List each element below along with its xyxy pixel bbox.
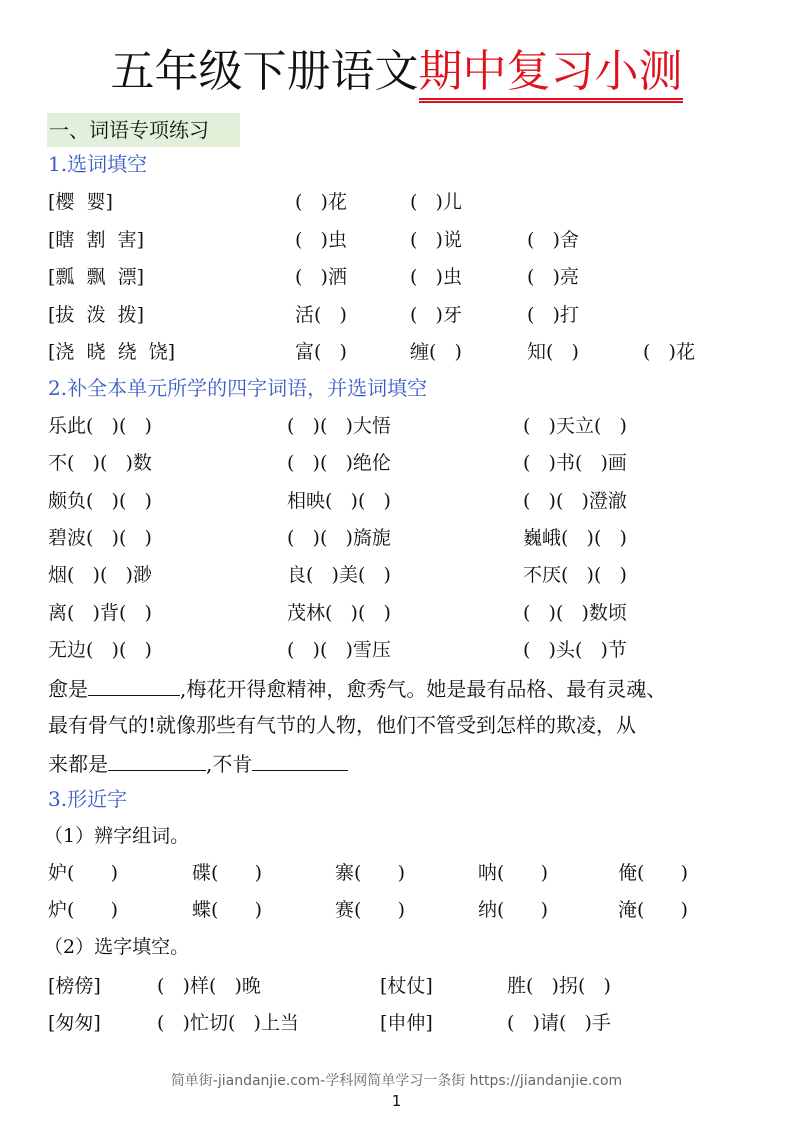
exercise-item[interactable]: ( )( )澄澈 [523,489,627,512]
exercise-item[interactable]: ( )亮 [527,266,579,288]
exercise-item[interactable]: ( )书( )画 [523,452,627,475]
text: 愈是 [48,677,88,701]
exercise-item[interactable]: [瓢 飘 漂] [48,266,144,288]
exercise-item[interactable]: ( )花 [643,341,695,363]
title-red: 期中复习小测 [419,46,683,103]
text: ,梅花开得愈精神，愈秀气。她是最有品格、最有灵魂、 [180,677,667,701]
exercise-item[interactable]: ( )( )数顷 [523,601,627,624]
q3-heading: 3.形近字 [48,787,128,811]
exercise-item[interactable]: [瞎 割 害] [48,228,144,251]
page-number: 1 [391,1092,402,1110]
exercise-item[interactable]: 富( ) [295,341,347,363]
exercise-item[interactable]: ( )( )绝伦 [287,452,391,475]
exercise-item[interactable]: 胜( )拐( ) [507,975,611,997]
exercise-item[interactable]: 不( )( )数 [48,452,152,475]
exercise-item[interactable]: ( )说 [410,228,462,251]
exercise-item[interactable]: ( )忙切( )上当 [157,1012,299,1034]
exercise-item[interactable]: ( )请( )手 [507,1012,611,1034]
exercise-item[interactable]: ( )头( )节 [523,638,627,661]
exercise-item[interactable]: 缠( ) [410,341,462,363]
text: 来都是 [48,752,108,776]
answer-blank[interactable] [88,675,180,696]
exercise-item[interactable]: [榜傍] [48,975,101,997]
exercise-item[interactable]: 乐此( )( ) [48,415,152,437]
exercise-item[interactable]: ( )( )雪压 [287,638,391,661]
exercise-item[interactable]: [浇 晓 绕 饶] [48,341,176,363]
exercise-item[interactable]: 颇负( )( ) [48,489,152,512]
exercise-item[interactable]: 知( ) [527,341,579,363]
exercise-item[interactable]: 炉( ) [48,899,119,921]
paragraph-line-2: 最有骨气的!就像那些有气节的人物，他们不管受到怎样的欺凌，从 [48,713,637,737]
exercise-item[interactable]: 活( ) [295,303,347,326]
exercise-item[interactable]: [樱 婴] [48,191,113,213]
exercise-item[interactable]: ( )( )大悟 [287,415,391,437]
exercise-item[interactable]: ( )虫 [410,266,462,288]
exercise-item[interactable]: [拔 泼 拨] [48,303,144,326]
exercise-item[interactable]: ( )儿 [410,191,462,213]
exercise-item[interactable]: 俺( ) [618,862,689,884]
q1-heading: 1.选词填空 [48,152,148,176]
exercise-item[interactable]: ( )舍 [527,228,579,251]
exercise-item[interactable]: 寨( ) [335,862,406,884]
exercise-item[interactable]: 淹( ) [618,899,689,921]
exercise-item[interactable]: 烟( )( )渺 [48,564,152,587]
exercise-item[interactable]: ( )牙 [410,303,462,326]
exercise-item[interactable]: 蝶( ) [192,899,263,921]
q3-sub1: （1）辨字组词。 [44,825,190,847]
page-title [0,44,793,100]
paragraph-line-1 [48,675,666,702]
exercise-item[interactable]: 巍峨( )( ) [523,526,627,549]
exercise-item[interactable]: 离( )背( ) [48,601,152,624]
section-heading: 一、词语专项练习 [47,113,240,147]
answer-blank[interactable] [108,750,206,771]
exercise-item[interactable]: 相映( )( ) [287,489,391,512]
exercise-item[interactable]: 呐( ) [478,862,549,884]
answer-blank[interactable] [252,750,348,771]
paragraph-line-3 [48,750,348,777]
exercise-item[interactable]: [申伸] [380,1012,433,1034]
exercise-item[interactable]: ( )打 [527,303,579,326]
exercise-item[interactable]: 碟( ) [192,862,263,884]
exercise-item[interactable]: ( )天立( ) [523,415,627,437]
footer: 简单街-jiandanjie.com-学科网简单学习一条街 https://jiandanjie.com [170,1073,623,1089]
exercise-item[interactable]: ( )洒 [295,266,347,288]
exercise-item[interactable]: 纳( ) [478,899,549,921]
exercise-item[interactable]: [杖仗] [380,975,433,997]
exercise-item[interactable]: ( )样( )晚 [157,975,261,997]
exercise-item[interactable]: ( )( )旖旎 [287,526,391,549]
exercise-item[interactable]: 良( )美( ) [287,564,391,587]
exercise-item[interactable]: [匆匆] [48,1012,101,1034]
exercise-item[interactable]: 碧波( )( ) [48,526,152,549]
q3-sub2: （2）选字填空。 [44,936,190,958]
title-black: 五年级下册语文 [110,46,419,97]
exercise-item[interactable]: ( )花 [295,191,347,213]
exercise-item[interactable]: 无边( )( ) [48,638,152,661]
exercise-item[interactable]: 不厌( )( ) [523,564,627,587]
exercise-item[interactable]: 妒( ) [48,862,119,884]
exercise-item[interactable]: 赛( ) [335,899,406,921]
exercise-item[interactable]: ( )虫 [295,228,347,251]
q2-heading: 2.补全本单元所学的四字词语，并选词填空 [48,376,428,400]
text: ,不肯 [206,752,253,776]
exercise-item[interactable]: 茂林( )( ) [287,601,391,624]
